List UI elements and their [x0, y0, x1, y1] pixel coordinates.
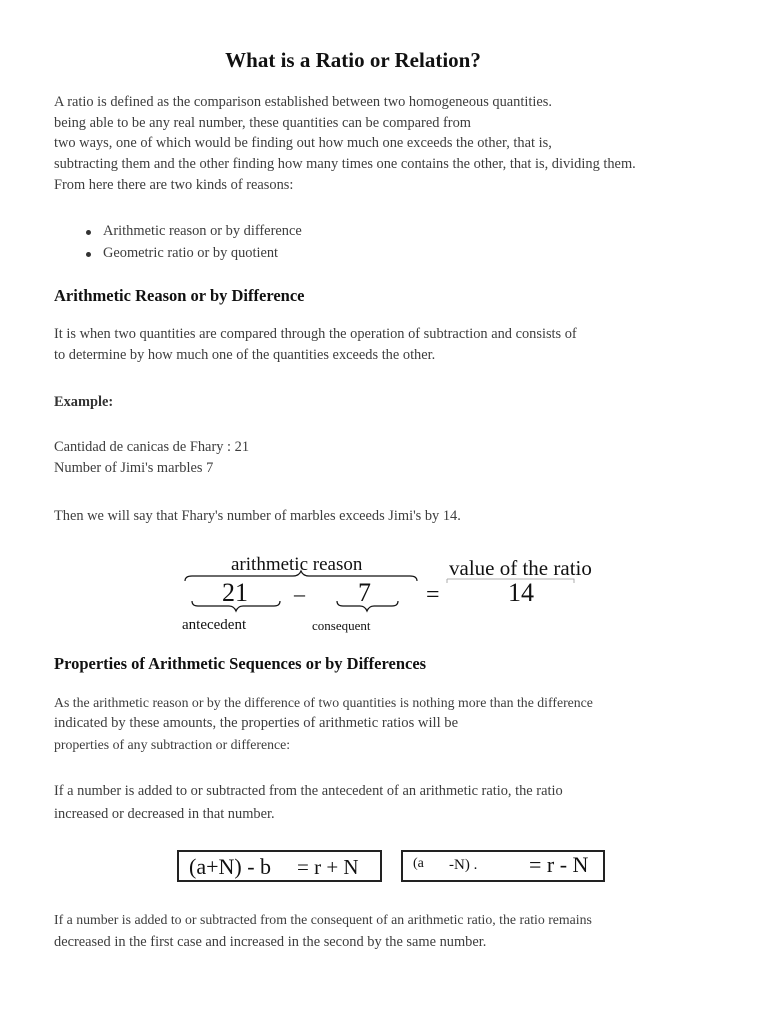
formula-antecedent-add — [177, 850, 382, 882]
antecedent-label: antecedent — [182, 617, 247, 633]
formula-lhs-part: -N) . — [449, 857, 478, 873]
paragraph-line: increased or decreased in that number. — [54, 805, 275, 822]
paragraph-line: If a number is added to or subtracted from the consequent of an arithmetic ratio, the ratio remains — [54, 912, 592, 927]
example-line: Number of Jimi's marbles 7 — [54, 459, 214, 476]
formula-rhs: = r + N — [297, 855, 359, 879]
consequent-label: consequent — [312, 618, 371, 633]
formula-rhs: = r - N — [529, 852, 589, 877]
kinds-list — [54, 221, 302, 264]
paragraph-line: decreased in the first case and increased in the second by the same number. — [54, 933, 487, 950]
intro-line: From here there are two kinds of reasons: — [54, 177, 294, 193]
section-heading-properties: Properties of Arithmetic Sequences or by Differences — [54, 654, 427, 673]
minus-sign: – — [294, 581, 305, 606]
intro-paragraph — [54, 92, 636, 196]
paragraph-line: indicated by these amounts, the properties of arithmetic ratios will be — [54, 715, 459, 731]
intro-line: two ways, one of which would be finding out how much one exceeds the other, that is, — [54, 135, 552, 151]
paragraph-line: to determine by how much one of the quantities exceeds the other. — [54, 346, 436, 363]
section1-paragraph — [54, 324, 577, 365]
paragraph-line: It is when two quantities are compared through the operation of subtraction and consists of — [54, 326, 577, 342]
rule1-paragraph — [54, 781, 563, 824]
intro-line: A ratio is defined as the comparison established between two homogeneous quantities. — [54, 94, 552, 110]
diagram-top-label: arithmetic reason — [231, 554, 363, 575]
paragraph-line: As the arithmetic reason or by the difference of two quantities is nothing more than the difference — [54, 695, 593, 710]
ratio-value: 14 — [508, 578, 534, 607]
list-item: Arithmetic reason or by difference — [54, 221, 302, 243]
rule2-paragraph — [54, 910, 592, 952]
formula-lhs-part: (a — [413, 856, 424, 871]
example-label: Example: — [54, 394, 114, 410]
consequent-value: 7 — [358, 578, 371, 607]
section2-paragraph — [54, 692, 593, 755]
formula-antecedent-subtract — [401, 850, 605, 882]
intro-line: being able to be any real number, these quantities can be compared from — [54, 114, 471, 131]
equals-sign: = — [426, 582, 440, 608]
formula-lhs: (a+N) - b — [189, 854, 272, 879]
example-conclusion: Then we will say that Fhary's number of marbles exceeds Jimi's by 14. — [54, 508, 461, 524]
ratio-label: value of the ratio — [449, 556, 592, 580]
example-line: Cantidad de canicas de Fhary : 21 — [54, 439, 250, 455]
antecedent-value: 21 — [222, 578, 248, 607]
paragraph-line: properties of any subtraction or difference: — [54, 737, 291, 752]
paragraph-line: If a number is added to or subtracted from the antecedent of an arithmetic ratio, the ratio — [54, 783, 563, 799]
list-item: Geometric ratio or by quotient — [54, 243, 302, 265]
example-lines — [54, 437, 249, 478]
intro-line: subtracting them and the other finding how many times one contains the other, that is, dividing them. — [54, 155, 636, 172]
section-heading-arithmetic: Arithmetic Reason or by Difference — [54, 286, 305, 305]
page-title: What is a Ratio or Relation? — [225, 48, 481, 72]
arithmetic-ratio-diagram — [180, 549, 600, 639]
